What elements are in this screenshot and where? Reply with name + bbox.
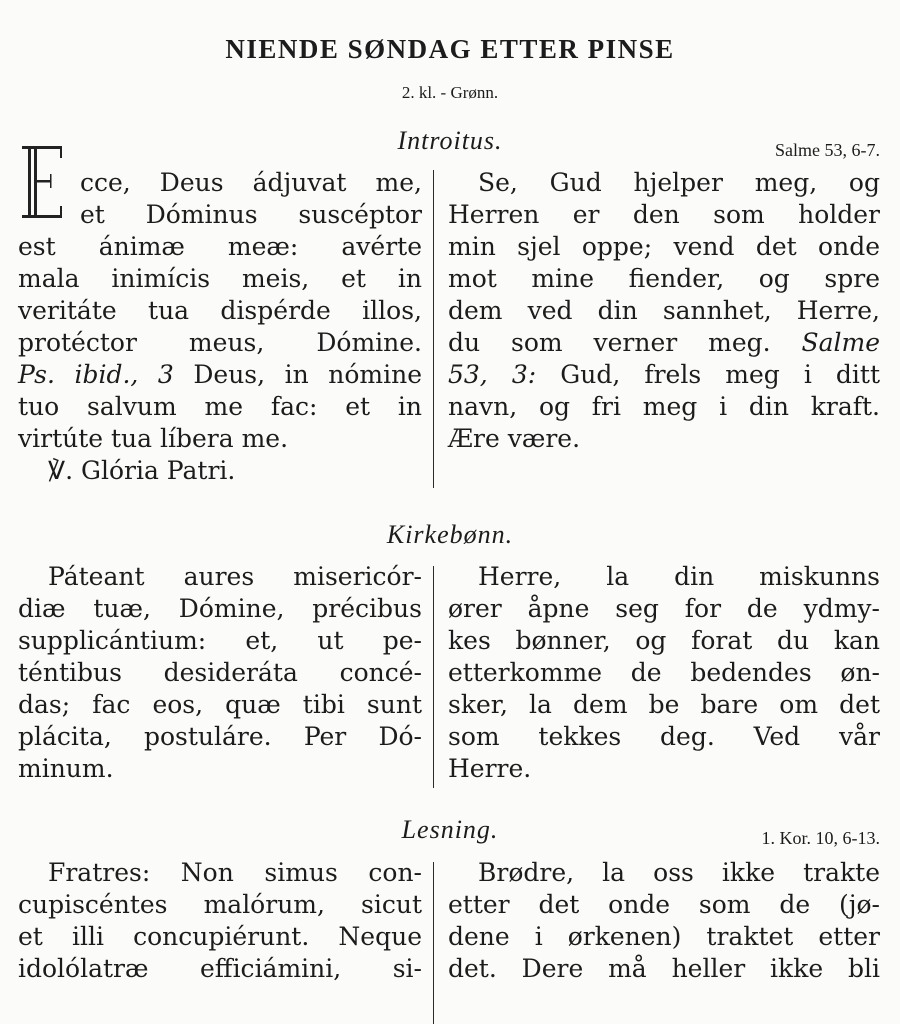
text-line: protéctor meus, Dómine. bbox=[18, 328, 422, 357]
text-line: navn, og fri meg i din kraft. bbox=[448, 392, 880, 421]
text-line: dem ved din sannhet, Herre, bbox=[448, 296, 880, 325]
text-line: virtúte tua líbera me. bbox=[18, 424, 289, 453]
text-line bbox=[18, 359, 422, 391]
column-divider bbox=[433, 566, 434, 788]
text-line: Herre. bbox=[448, 754, 532, 783]
page-title: NIENDE SØNDAG ETTER PINSE bbox=[225, 34, 675, 64]
text-line: kes bønner, og forat du kan bbox=[448, 626, 880, 655]
text-fragment: Gud, frels meg i ditt bbox=[560, 360, 880, 389]
text-line: Herren er den som holder bbox=[448, 200, 880, 229]
text-line: cce, Deus ádjuvat me, bbox=[80, 168, 422, 197]
text-line: Páteant aures misericór- bbox=[48, 562, 422, 591]
text-line: etterkomme de bedendes øn- bbox=[448, 658, 880, 687]
text-fragment: Deus, in nómine bbox=[193, 360, 422, 389]
text-line: Brødre, la oss ikke trakte bbox=[478, 858, 880, 887]
text-line: Se, Gud hjelper meg, og bbox=[478, 168, 880, 197]
text-line: Ære være. bbox=[448, 424, 581, 453]
text-line: et illi concupiérunt. Neque bbox=[18, 922, 422, 951]
text-line: diæ tuæ, Dómine, précibus bbox=[18, 594, 422, 623]
psalm-reference: Salme bbox=[801, 328, 880, 357]
text-line: Herre, la din miskunns bbox=[478, 562, 880, 591]
kirkebonn-latin bbox=[18, 561, 422, 785]
column-divider bbox=[433, 170, 434, 488]
text-line: das; fac eos, quæ tibi sunt bbox=[18, 690, 422, 719]
text-line: ører åpne seg for de ydmy- bbox=[448, 594, 880, 623]
text-line: cupiscéntes malórum, sicut bbox=[18, 890, 422, 919]
introitus-norwegian bbox=[448, 167, 880, 455]
lesning-reference: 1. Kor. 10, 6-13. bbox=[761, 828, 880, 848]
psalm-reference: Ps. ibid., 3 bbox=[18, 360, 174, 389]
versicle-line: ℣. Glória Patri. bbox=[48, 456, 236, 485]
text-line: som tekkes deg. Ved vår bbox=[448, 722, 880, 751]
text-line: tuo salvum me fac: et in bbox=[18, 392, 422, 421]
text-line: plácita, postuláre. Per Dó- bbox=[18, 722, 422, 751]
kirkebonn-norwegian bbox=[448, 561, 880, 785]
introitus-reference: Salme 53, 6-7. bbox=[775, 140, 880, 160]
text-line: est ánimæ meæ: avérte bbox=[18, 232, 422, 261]
text-line: min sjel oppe; vend det onde bbox=[448, 232, 880, 261]
text-line: supplicántium: et, ut pe- bbox=[18, 626, 422, 655]
lesning-latin bbox=[18, 857, 422, 985]
kirkebonn-heading: Kirkebønn. bbox=[386, 520, 514, 549]
column-divider bbox=[433, 862, 434, 1024]
text-line: idolólatræ efficiámini, si- bbox=[18, 954, 422, 983]
text-line: sker, la dem be bare om det bbox=[448, 690, 880, 719]
introitus-heading: Introitus. bbox=[397, 126, 503, 155]
text-line: mot mine fiender, og spre bbox=[448, 264, 880, 293]
page-subtitle: 2. kl. - Grønn. bbox=[401, 83, 499, 102]
introitus-latin bbox=[18, 167, 422, 487]
text-line: téntibus desideráta concé- bbox=[18, 658, 422, 687]
text-fragment: du som verner meg. bbox=[448, 328, 771, 357]
psalm-reference: 53, 3: bbox=[448, 360, 537, 389]
text-line: et Dóminus suscéptor bbox=[80, 200, 422, 229]
lesning-norwegian bbox=[448, 857, 880, 985]
text-line: mala inimícis meis, et in bbox=[18, 264, 422, 293]
text-line: Fratres: Non simus con- bbox=[48, 858, 422, 887]
text-line: minum. bbox=[18, 754, 114, 783]
text-line bbox=[448, 359, 880, 391]
lesning-heading: Lesning. bbox=[401, 815, 499, 844]
text-line: det. Dere må heller ikke bli bbox=[448, 954, 880, 983]
text-line bbox=[448, 327, 880, 359]
text-line: dene i ørkenen) traktet etter bbox=[448, 922, 880, 951]
text-line: etter det onde som de (jø- bbox=[448, 890, 880, 919]
text-line: veritáte tua dispérde illos, bbox=[18, 296, 422, 325]
